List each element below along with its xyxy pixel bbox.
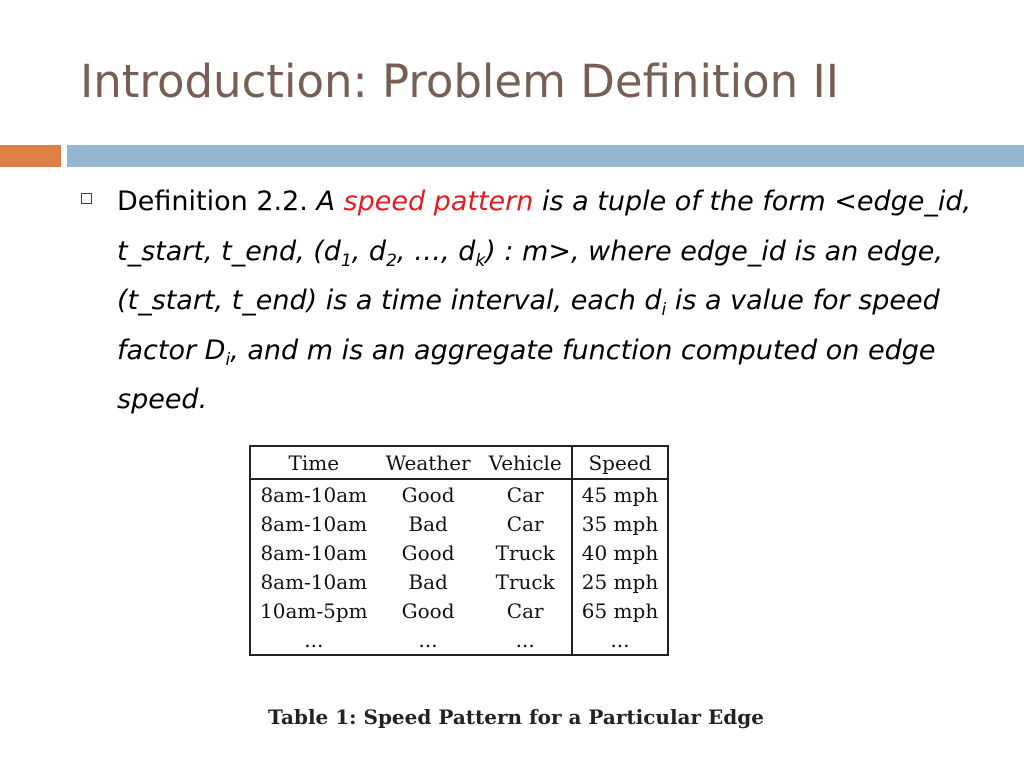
table-cell: ... <box>572 625 668 655</box>
definition-text: , d <box>351 235 387 267</box>
column-header: Speed <box>572 446 668 479</box>
subscript: i <box>661 300 667 320</box>
accent-bar-blue <box>67 145 1024 167</box>
speed-pattern-table <box>249 445 669 656</box>
table-cell: ... <box>515 627 535 652</box>
table-row <box>250 479 668 509</box>
column-header: Time <box>250 446 377 479</box>
table-cell: 25 mph <box>572 567 668 596</box>
table-cell: Truck <box>495 540 555 565</box>
subscript: 1 <box>340 250 352 271</box>
table-cell: 8am-10am <box>260 511 368 536</box>
table-row <box>250 509 668 538</box>
table-header-row <box>250 446 668 479</box>
table-cell: 40 mph <box>572 538 668 567</box>
table-cell: 10am-5pm <box>260 598 368 623</box>
column-header: Vehicle <box>480 446 572 479</box>
subscript: i <box>225 349 231 370</box>
table-cell: Good <box>401 540 455 565</box>
table-row <box>250 538 668 567</box>
table-caption: Table 1: Speed Pattern for a Particular Edge <box>268 705 764 729</box>
table-cell: 65 mph <box>572 596 668 625</box>
definition-text: is a tuple of the form <edge_id, t_start, t_end, (d <box>117 186 972 267</box>
definition-label: Definition 2.2. <box>117 186 308 217</box>
table-cell: Car <box>506 482 544 507</box>
table-cell: Car <box>506 598 544 623</box>
slide-title: Introduction: Problem Definition II <box>80 55 840 108</box>
table-cell: Bad <box>408 569 448 594</box>
table-cell: Good <box>401 482 455 507</box>
table-row <box>250 625 668 655</box>
table-cell: Car <box>506 511 544 536</box>
definition-text: , and m is an aggregate function computed on edge speed. <box>117 334 936 415</box>
table-cell: 8am-10am <box>260 569 368 594</box>
table-row <box>250 596 668 625</box>
table-cell: 8am-10am <box>260 540 368 565</box>
definition-text: A <box>316 186 335 217</box>
highlighted-term: speed pattern <box>343 186 534 217</box>
table-cell: Bad <box>408 511 448 536</box>
table-cell: Good <box>401 598 455 623</box>
definition-text: ) : m>, where edge_id is an edge, (t_start, t_end) is a time interval, each d <box>117 235 943 316</box>
table-cell: 8am-10am <box>260 482 368 507</box>
square-bullet-icon <box>81 193 92 204</box>
table-cell: Truck <box>495 569 555 594</box>
table-cell: ... <box>304 627 324 652</box>
definition-text: , …, d <box>396 235 476 267</box>
table-row <box>250 567 668 596</box>
table-cell: ... <box>418 627 438 652</box>
definition-paragraph <box>117 177 987 425</box>
subscript: 2 <box>386 250 397 271</box>
column-header: Weather <box>377 446 480 479</box>
subscript: k <box>475 250 486 271</box>
table-cell: 45 mph <box>572 479 668 509</box>
definition-text: is a value for speed factor D <box>117 285 940 366</box>
table-cell: 35 mph <box>572 509 668 538</box>
accent-bar-orange <box>0 145 61 167</box>
